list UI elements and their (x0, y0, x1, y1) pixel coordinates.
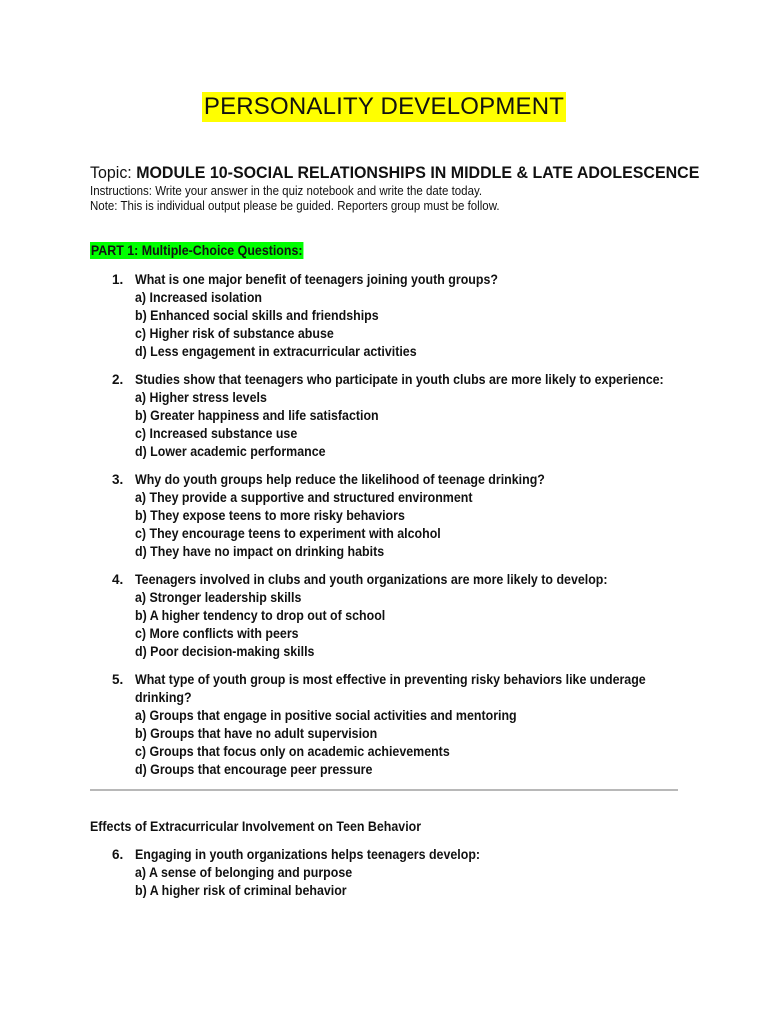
option-b: b) A higher risk of criminal behavior (135, 883, 347, 898)
option-d: d) Groups that encourage peer pressure (135, 762, 373, 777)
topic-text: MODULE 10-SOCIAL RELATIONSHIPS IN MIDDLE & LATE ADOLESCENCE (136, 163, 700, 182)
question-text: Teenagers involved in clubs and youth organizations are more likely to develop: (135, 572, 608, 587)
option-d: d) Lower academic performance (135, 444, 326, 459)
section2-heading: Effects of Extracurricular Involvement on Teen Behavior (90, 819, 422, 834)
option-a: a) Increased isolation (135, 290, 263, 305)
option-a: a) Higher stress levels (135, 390, 267, 405)
question-text: Why do youth groups help reduce the likelihood of teenage drinking? (135, 472, 545, 487)
option-c: c) More conflicts with peers (135, 626, 299, 641)
option-d: d) They have no impact on drinking habits (135, 544, 385, 559)
topic-line (90, 162, 700, 184)
question-number: 2. (112, 372, 124, 387)
question-3 (112, 471, 712, 561)
option-d: d) Less engagement in extracurricular activities (135, 344, 417, 359)
question-text-continued: drinking? (135, 690, 192, 705)
question-1 (112, 271, 712, 361)
option-a: a) Stronger leadership skills (135, 590, 302, 605)
option-a: a) A sense of belonging and purpose (135, 865, 353, 880)
option-b: b) A higher tendency to drop out of school (135, 608, 386, 623)
page-title-wrap (0, 92, 768, 122)
question-text: Studies show that teenagers who participate in youth clubs are more likely to experience: (135, 372, 664, 387)
question-number: 4. (112, 572, 124, 587)
instructions-text: Instructions: Write your answer in the quiz notebook and write the date today. (90, 184, 483, 198)
option-a: a) They provide a supportive and structured environment (135, 490, 473, 505)
part1-heading: PART 1: Multiple-Choice Questions: (90, 243, 303, 258)
question-number: 3. (112, 472, 124, 487)
option-a: a) Groups that engage in positive social activities and mentoring (135, 708, 517, 723)
option-c: c) Increased substance use (135, 426, 298, 441)
page-title: PERSONALITY DEVELOPMENT (203, 93, 565, 120)
question-5 (112, 671, 712, 779)
option-b: b) Greater happiness and life satisfaction (135, 408, 379, 423)
question-text: What type of youth group is most effective in preventing risky behaviors like underage (135, 672, 646, 687)
question-2 (112, 371, 712, 461)
question-number: 1. (112, 272, 124, 287)
option-b: b) They expose teens to more risky behaviors (135, 508, 405, 523)
question-text: Engaging in youth organizations helps teenagers develop: (135, 847, 481, 862)
section-divider (90, 789, 678, 791)
option-b: b) Groups that have no adult supervision (135, 726, 378, 741)
topic-label: Topic: (90, 163, 137, 182)
question-6 (112, 846, 712, 900)
question-number: 6. (112, 847, 124, 862)
note-text: Note: This is individual output please be guided. Reporters group must be follow. (90, 199, 500, 213)
question-number: 5. (112, 672, 124, 687)
option-d: d) Poor decision-making skills (135, 644, 315, 659)
option-c: c) Higher risk of substance abuse (135, 326, 334, 341)
question-4 (112, 571, 712, 661)
option-c: c) Groups that focus only on academic achievements (135, 744, 450, 759)
option-b: b) Enhanced social skills and friendships (135, 308, 379, 323)
question-text: What is one major benefit of teenagers joining youth groups? (135, 272, 498, 287)
option-c: c) They encourage teens to experiment with alcohol (135, 526, 441, 541)
